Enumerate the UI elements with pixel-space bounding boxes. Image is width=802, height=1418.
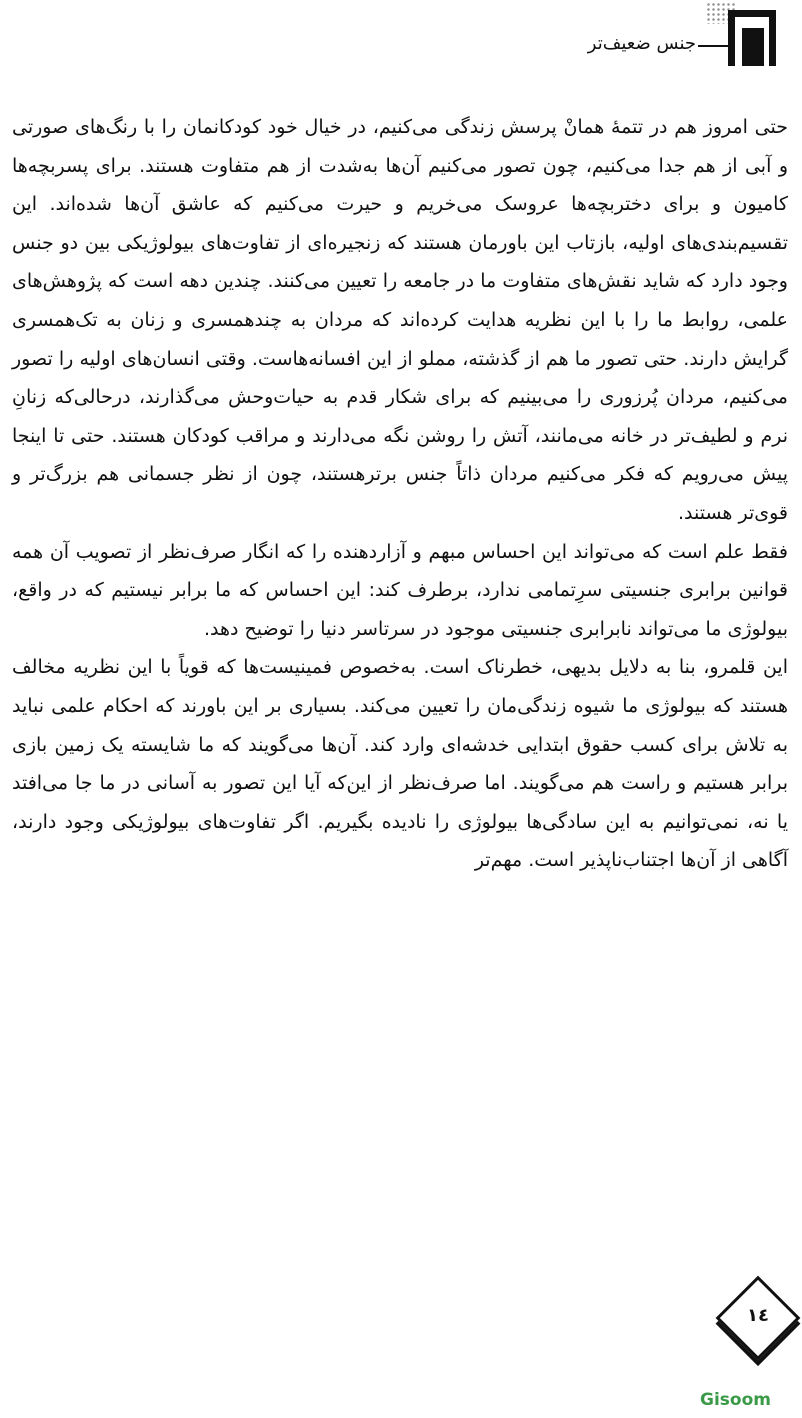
header-corner-block: [742, 28, 764, 66]
watermark-logo: Gisoom: [700, 1390, 771, 1410]
running-head-rule: [698, 45, 728, 47]
body-text: [12, 108, 788, 880]
running-head: جنس ضعیف‌تر: [587, 33, 696, 54]
paragraph-1: حتی امروز هم در تتمهٔ همانْ پرسش زندگی می‌کنیم، در خیال خود کودکانمان را با رنگ‌های صورتی و آبی از هم جدا می‌کنیم، چون تصور می‌کنیم آن‌ها به‌شدت از هم متفاوت هستند. برای پسربچه‌ها کامیون و برای دختربچه‌ها عروسک می‌خریم و حیرت می‌کنیم که عاشق آن‌ها شده‌اند. این تقسیم‌بندی‌های اولیه، بازتاب این باورمان هستند که زنجیره‌ای از تفاوت‌های بیولوژیکی بین دو جنس وجود دارد که شاید نقش‌های متفاوت ما در جامعه را تعیین می‌کنند. چندین دهه است که پژوهش‌های علمی، روابط ما را با این نظریه هدایت کرده‌اند که مردان به چندهمسری و زنان به تک‌همسری گرایش دارند. حتی تصور ما هم از گذشته، مملو از این افسانه‌هاست. وقتی انسان‌های اولیه را تصور می‌کنیم، مردان پُرزوری را می‌بینیم که برای شکار قدم به حیات‌وحش می‌گذارند، درحالی‌که زنانِ نرم و لطیف‌تر در خانه می‌مانند، آتش را روشن نگه می‌دارند و مراقب کودکان هستند. حتی تا اینجا پیش می‌رویم که فکر می‌کنیم مردان ذاتاً جنس برترهستند، چون از نظر جسمانی هم بزرگ‌تر و قوی‌تر هستند.: [12, 116, 788, 524]
page-number: ١٤: [747, 1305, 769, 1326]
paragraph-2: فقط علم است که می‌تواند این احساس مبهم و آزاردهنده را که انگار صرف‌نظر از تصویب آن همه قوانین برابری جنسیتی سرِتمامی ندارد، برطرف کند: این احساس که ما برابر نیستیم که در واقع، بیولوژی ما می‌تواند نابرابری جنسیتی موجود در سرتاسر دنیا را توضیح دهد.: [12, 540, 788, 640]
paragraph-3: این قلمرو، بنا به دلایل بدیهی، خطرناک است. به‌خصوص فمینیست‌ها که قویاً با این نظریه مخالف هستند که بیولوژی ما شیوه زندگی‌مان را تعیین می‌کند. بسیاری بر این باورند که احکام علمی نباید به تلاش برای کسب حقوق ابتدایی خدشه‌ای وارد کند. آن‌ها می‌گویند که ما شایسته یک زمین بازی برابر هستیم و راست هم می‌گویند. اما صرف‌نظر از این‌که آیا این تصور به آسانی در ما جا می‌افتد یا نه، نمی‌توانیم به این سادگی‌ها بیولوژی را نادیده بگیریم. اگر تفاوت‌های بیولوژیکی وجود دارند، آگاهی از آن‌ها اجتناب‌ناپذیر است. مهم‌تر: [12, 656, 788, 872]
